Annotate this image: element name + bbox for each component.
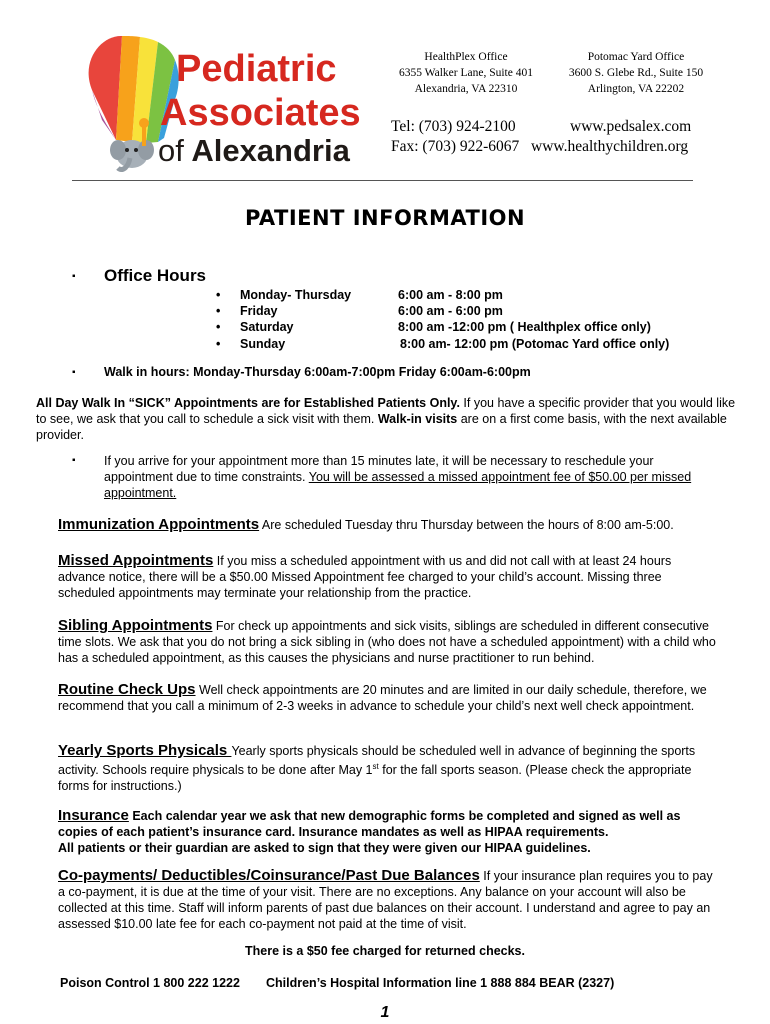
- dot-bullet-icon: •: [216, 288, 221, 302]
- fax: Fax: (703) 922-6067: [391, 138, 520, 155]
- immunization-paragraph: [58, 517, 718, 533]
- sports-heading: Yearly Sports Physicals: [58, 742, 232, 759]
- square-bullet-icon: ▪: [72, 455, 76, 466]
- sibling-heading: Sibling Appointments: [58, 617, 213, 634]
- brand-of: of: [158, 133, 184, 168]
- missed-text: If you miss a scheduled appointment with us and did not call with at least 24 hours advance notice, there will be a $50.00 Missed Appointment fee charged to your child’s account. Missing three scheduled appointments may terminate your relationship from the practice.: [58, 554, 672, 600]
- walk-in-hours: Walk in hours: Monday-Thursday 6:00am-7:00pm Friday 6:00am-6:00pm: [104, 365, 531, 379]
- sick-text: If you have a specific provider that you would like to see, we ask that you call to schedule a sick visit with them.: [36, 396, 736, 426]
- healthplex-name: HealthPlex Office: [424, 51, 508, 63]
- late-text: If you arrive for your appointment more than 15 minutes late, it will be necessary to reschedule your appointment due to time constraints.: [104, 454, 654, 484]
- copayments-paragraph: [58, 868, 718, 932]
- copay-text: If your insurance plan requires you to pay a co-payment, it is due at the time of your visit. There are no exceptions. Any balance on your account will also be collected at this time. Staff will inform parents of past due balances on their account. I understand and agree to pay an assessed $10.00 late fee for each co-payment not paid at the time of visit.: [58, 869, 713, 931]
- page-title: PATIENT INFORMATION: [244, 206, 526, 230]
- hours-day: Saturday: [240, 320, 294, 335]
- insurance-heading: Insurance: [58, 807, 129, 824]
- copay-heading: Co-payments/ Deductibles/Coinsurance/Past Due Balances: [58, 867, 480, 884]
- sick-bold-lead: All Day Walk In “SICK” Appointments are for Established Patients Only.: [36, 396, 460, 410]
- routine-text: Well check appointments are 20 minutes and are limited in our daily schedule, therefore, we recommend that you call a minimum of 2-3 weeks in advance to schedule your child’s next well check appointment.: [58, 683, 707, 713]
- immunization-heading: Immunization Appointments: [58, 516, 260, 533]
- missed-heading: Missed Appointments: [58, 552, 214, 569]
- childrens-hospital-line: Children’s Hospital Information line 1 888 884 BEAR (2327): [266, 976, 615, 990]
- sibling-text: For check up appointments and sick visits, siblings are scheduled in different consecutive time slots. We ask that you do not bring a sick sibling in (who does not have a scheduled appointment) with a child who has a scheduled appointment, as this causes the physicians and nurse practitioner to run behind.: [58, 619, 716, 665]
- potomac-city: Arlington, VA 22202: [587, 83, 685, 95]
- late-fee-underlined: You will be assessed a missed appointment fee of $50.00 per missed appointment.: [104, 470, 692, 500]
- routine-checkups-paragraph: [58, 682, 718, 714]
- immunization-text: Are scheduled Tuesday thru Thursday between the hours of 8:00 am-5:00.: [259, 518, 674, 532]
- sports-physicals-paragraph: [58, 743, 718, 794]
- dot-bullet-icon: •: [216, 336, 221, 351]
- brand-line-pediatric: Pediatric: [176, 48, 337, 90]
- brand-alexandria: Alexandria: [191, 133, 350, 168]
- late-arrival-paragraph: [104, 453, 714, 501]
- routine-heading: Routine Check Ups: [58, 681, 196, 698]
- hours-day: Friday: [240, 304, 278, 319]
- hours-time: 8:00 am- 12:00 pm (Potomac Yard office only): [400, 336, 670, 351]
- dot-bullet-icon: •: [216, 320, 221, 335]
- missed-appointments-paragraph: [58, 553, 718, 601]
- insurance-hipaa: All patients or their guardian are asked to sign that they were given our HIPAA guidelines.: [58, 841, 591, 855]
- hours-day: Sunday: [240, 336, 286, 351]
- header-divider: [72, 180, 693, 181]
- sports-text-2: for the fall sports season. (Please check the appropriate forms for instructions.): [58, 763, 692, 794]
- potomac-street: 3600 S. Glebe Rd., Suite 150: [568, 67, 704, 79]
- square-bullet-icon: ▪: [72, 271, 76, 282]
- healthplex-office-address: [376, 49, 556, 97]
- insurance-paragraph: [58, 808, 718, 856]
- hours-time: 6:00 am - 8:00 pm: [398, 288, 503, 302]
- healthplex-street: 6355 Walker Lane, Suite 401: [399, 67, 533, 79]
- page-number: 1: [380, 1004, 390, 1021]
- telephone: Tel: (703) 924-2100: [391, 118, 516, 135]
- office-hours-heading: Office Hours: [104, 266, 207, 285]
- square-bullet-icon: ▪: [72, 367, 76, 378]
- brand-line-associates: Associates: [160, 92, 361, 134]
- potomac-office-address: [548, 49, 724, 97]
- potomac-name: Potomac Yard Office: [587, 51, 685, 63]
- website-healthychildren[interactable]: www.healthychildren.org: [531, 138, 689, 155]
- poison-control: Poison Control 1 800 222 1222: [60, 976, 240, 990]
- website-pedsalex[interactable]: www.pedsalex.com: [570, 118, 692, 135]
- hours-time: 8:00 am -12:00 pm ( Healthplex office only): [398, 320, 651, 335]
- dot-bullet-icon: •: [216, 304, 221, 319]
- returned-checks-notice: There is a $50 fee charged for returned checks.: [245, 944, 525, 958]
- sports-superscript: st: [372, 762, 379, 771]
- healthplex-city: Alexandria, VA 22310: [414, 83, 518, 95]
- insurance-text: Each calendar year we ask that new demographic forms be completed and signed as well as copies of each patient’s insurance card. Insurance mandates as well as HIPAA requirements.: [58, 809, 681, 839]
- sick-appointments-paragraph: [36, 395, 736, 443]
- sick-text-2: are on a first come basis, with the next available provider.: [36, 412, 727, 442]
- hours-day: Monday- Thursday: [240, 288, 352, 302]
- walk-in-visits-bold: Walk-in visits: [377, 412, 458, 426]
- hours-time: 6:00 am - 6:00 pm: [398, 304, 503, 319]
- sports-text: Yearly sports physicals should be scheduled well in advance of beginning the sports activity. Schools require physicals to be done after May 1: [58, 744, 696, 778]
- sibling-appointments-paragraph: [58, 618, 718, 666]
- brand-line-alexandria: [158, 135, 350, 166]
